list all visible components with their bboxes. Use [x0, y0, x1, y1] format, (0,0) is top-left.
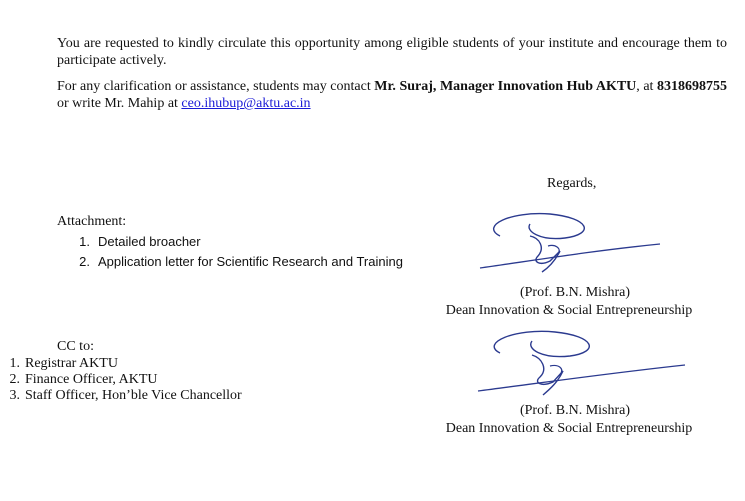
cc-item-text: Registrar AKTU	[25, 356, 118, 371]
attachment-item-text: Detailed broacher	[98, 234, 201, 249]
cc-item-text: Staff Officer, Hon’ble Vice Chancellor	[25, 388, 242, 403]
list-number: 1.	[79, 234, 90, 249]
signatory-name: (Prof. B.N. Mishra)	[519, 403, 631, 418]
list-item	[0, 388, 242, 404]
signatory-name: (Prof. B.N. Mishra)	[519, 285, 631, 300]
signature-icon	[470, 206, 670, 276]
circulation-paragraph: You are requested to kindly circulate this opportunity among eligible students of your institute and encourage them to participate actively.	[57, 36, 727, 68]
contact-tail-text: or write Mr. Mahip at	[57, 96, 182, 111]
signatory-block	[438, 402, 700, 438]
list-item	[0, 372, 242, 388]
contact-paragraph	[57, 78, 727, 112]
signature-icon	[470, 325, 690, 400]
list-item	[57, 252, 403, 272]
list-item	[0, 356, 242, 372]
signatory-designation: Dean Innovation & Social Entrepreneurship	[445, 303, 693, 318]
list-number: 1.	[9, 356, 20, 371]
list-number: 3.	[9, 388, 20, 403]
list-number: 2.	[79, 254, 90, 269]
list-item	[57, 232, 403, 252]
signatory-designation: Dean Innovation & Social Entrepreneurship	[445, 421, 693, 436]
regards-text: Regards,	[547, 176, 597, 191]
contact-person: Mr. Suraj, Manager Innovation Hub AKTU	[374, 79, 637, 94]
cc-item-text: Finance Officer, AKTU	[25, 372, 158, 387]
contact-email-link[interactable]: ceo.ihubup@aktu.ac.in	[181, 96, 311, 111]
contact-lead-text: For any clarification or assistance, students may contact	[57, 79, 375, 94]
signatory-block	[438, 284, 700, 320]
contact-phone: 8318698755	[657, 79, 728, 94]
cc-list	[0, 356, 242, 404]
attachment-item-text: Application letter for Scientific Research and Training	[98, 254, 403, 269]
list-number: 2.	[9, 372, 20, 387]
attachment-title: Attachment:	[57, 214, 127, 229]
contact-mid-text: , at	[636, 79, 658, 94]
cc-title: CC to:	[57, 339, 94, 354]
attachment-list	[57, 232, 403, 272]
